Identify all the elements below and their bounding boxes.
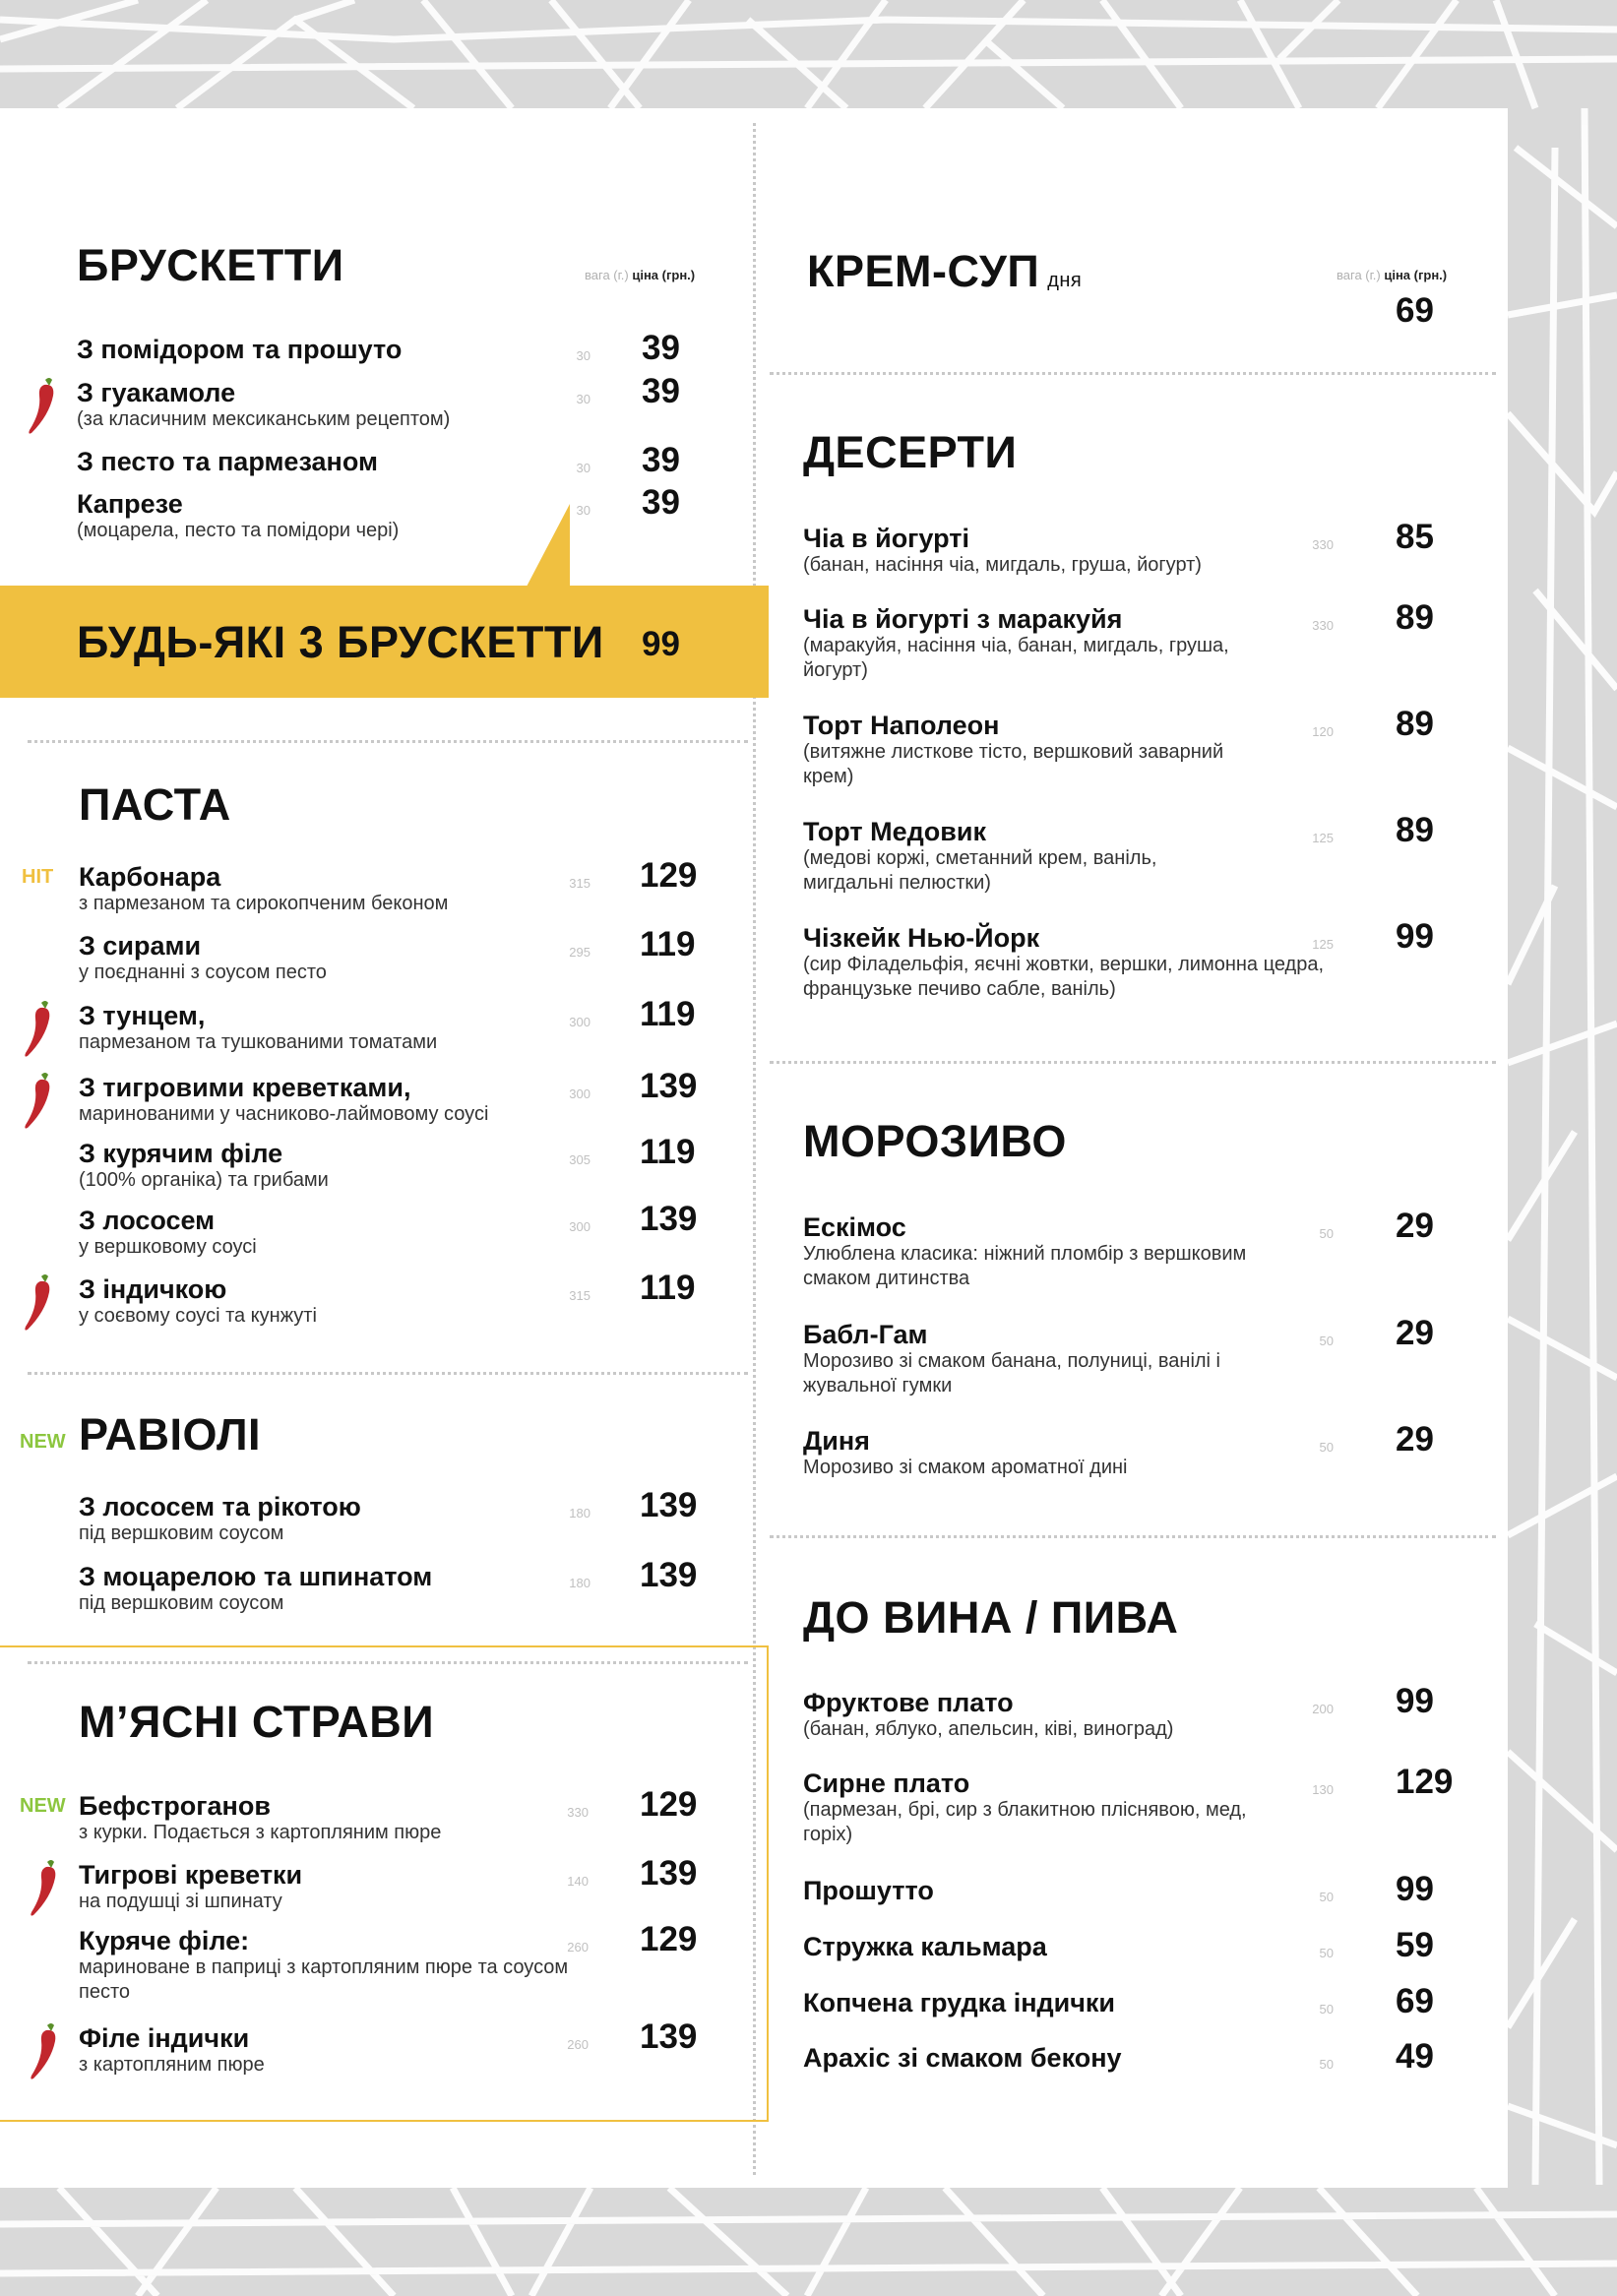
item-name: З сирами bbox=[79, 931, 202, 961]
item-weight: 50 bbox=[1319, 1440, 1334, 1455]
item-description: (за класичним мексиканським рецептом) bbox=[77, 408, 451, 430]
item-weight: 180 bbox=[569, 1576, 591, 1590]
menu-item bbox=[803, 817, 1354, 896]
item-description: (пармезан, брі, сир з блакитною пліснявою, мед, горіх) bbox=[803, 1799, 1247, 1845]
item-description: (моцарела, песто та помідори чері) bbox=[77, 520, 400, 541]
column-header bbox=[585, 268, 695, 282]
menu-item bbox=[77, 489, 628, 543]
soup-title: КРЕМ-СУП bbox=[807, 246, 1040, 296]
item-name: Арахіс зі смаком бекону bbox=[803, 2043, 1122, 2073]
item-name: З моцарелою та шпинатом bbox=[79, 1562, 433, 1591]
item-name: Тигрові креветки bbox=[79, 1860, 303, 1890]
price-header: ціна (грн.) bbox=[632, 268, 696, 282]
item-weight: 125 bbox=[1312, 937, 1334, 952]
item-weight: 50 bbox=[1319, 1890, 1334, 1904]
item-price: 89 bbox=[1396, 705, 1434, 743]
item-weight: 295 bbox=[569, 945, 591, 960]
item-weight: 300 bbox=[569, 1015, 591, 1029]
item-description: (витяжне листкове тісто, вершковий заварний крем) bbox=[803, 741, 1224, 787]
item-name: Куряче філе: bbox=[79, 1926, 250, 1955]
item-name: Філе індички bbox=[79, 2023, 250, 2053]
item-weight: 30 bbox=[576, 392, 591, 406]
item-description: Улюблена класика: ніжний пломбір з вершковим смаком дитинства bbox=[803, 1243, 1247, 1289]
menu-item bbox=[803, 2043, 1354, 2073]
section-title-bruschetta: БРУСКЕТТИ bbox=[77, 240, 344, 290]
item-name: Капрезе bbox=[77, 489, 183, 519]
divider bbox=[28, 1372, 748, 1375]
item-name: Фруктове плато bbox=[803, 1688, 1014, 1717]
item-price: 29 bbox=[1396, 1420, 1434, 1458]
section-title-soup bbox=[807, 246, 1082, 297]
weight-header: вага (г.) bbox=[1337, 268, 1381, 282]
divider bbox=[28, 740, 748, 743]
item-name: Чіа в йогурті з маракуйя bbox=[803, 604, 1123, 634]
item-name: Копчена грудка індички bbox=[803, 1988, 1116, 2017]
item-price: 129 bbox=[640, 1920, 698, 1958]
weight-header: вага (г.) bbox=[585, 268, 629, 282]
item-weight: 260 bbox=[567, 2037, 589, 2052]
item-price: 129 bbox=[640, 856, 698, 895]
item-price: 39 bbox=[642, 372, 680, 410]
chili-pepper-icon bbox=[22, 1272, 55, 1334]
column-header bbox=[1337, 268, 1447, 282]
item-name: З тунцем, bbox=[79, 1001, 206, 1030]
item-description: у соєвому соусі та кунжуті bbox=[79, 1305, 317, 1327]
item-description: з курки. Подається з картопляним пюре bbox=[79, 1822, 442, 1843]
item-description: під вершковим соусом bbox=[79, 1592, 284, 1614]
section-title-desserts: ДЕСЕРТИ bbox=[803, 427, 1018, 477]
price-header: ціна (грн.) bbox=[1384, 268, 1448, 282]
item-price: 59 bbox=[1396, 1926, 1434, 1964]
menu-item bbox=[803, 711, 1354, 789]
menu-item bbox=[803, 923, 1354, 1002]
item-price: 139 bbox=[640, 1200, 698, 1238]
menu-item bbox=[803, 1932, 1354, 1961]
item-description: (медові коржі, сметанний крем, ваніль, мигдальні пелюстки) bbox=[803, 847, 1157, 894]
item-weight: 200 bbox=[1312, 1702, 1334, 1716]
item-weight: 180 bbox=[569, 1506, 591, 1520]
item-description: маринованими у часниково-лаймовому соусі bbox=[79, 1103, 489, 1125]
item-weight: 300 bbox=[569, 1219, 591, 1234]
item-weight: 305 bbox=[569, 1152, 591, 1167]
combo-price: 99 bbox=[642, 625, 680, 663]
item-price: 69 bbox=[1396, 1982, 1434, 2020]
item-weight: 50 bbox=[1319, 2057, 1334, 2072]
item-weight: 50 bbox=[1319, 1334, 1334, 1348]
section-title-ravioli: РАВІОЛІ bbox=[79, 1409, 262, 1459]
item-weight: 140 bbox=[567, 1874, 589, 1889]
item-price: 119 bbox=[640, 995, 696, 1033]
item-name: Торт Медовик bbox=[803, 817, 986, 846]
item-weight: 125 bbox=[1312, 831, 1334, 845]
menu-item bbox=[803, 1988, 1354, 2017]
new-tag: NEW bbox=[20, 1795, 66, 1817]
item-price: 49 bbox=[1396, 2037, 1434, 2076]
chili-pepper-icon bbox=[22, 999, 55, 1060]
item-description: (банан, насіння чіа, мигдаль, груша, йогурт) bbox=[803, 554, 1202, 576]
item-description: (сир Філадельфія, яєчні жовтки, вершки, лимонна цедра, французьке печиво сабле, ваніль) bbox=[803, 954, 1324, 1000]
section-title-pasta: ПАСТА bbox=[79, 779, 231, 830]
section-title-meat: М’ЯСНІ СТРАВИ bbox=[79, 1697, 435, 1747]
item-price: 89 bbox=[1396, 598, 1434, 637]
item-name: З курячим філе bbox=[79, 1139, 283, 1168]
soup-price: 69 bbox=[1396, 291, 1434, 330]
item-description: Морозиво зі смаком ароматної дині bbox=[803, 1457, 1128, 1478]
chili-pepper-icon bbox=[22, 1071, 55, 1132]
item-price: 29 bbox=[1396, 1314, 1434, 1352]
item-description: (100% органіка) та грибами bbox=[79, 1169, 329, 1191]
item-name: Бефстроганов bbox=[79, 1791, 271, 1821]
menu-item bbox=[803, 1426, 1354, 1480]
item-name: Сирне плато bbox=[803, 1769, 970, 1798]
item-weight: 120 bbox=[1312, 724, 1334, 739]
item-price: 129 bbox=[1396, 1763, 1454, 1801]
item-name: Торт Наполеон bbox=[803, 711, 1000, 740]
item-name: З гуакамоле bbox=[77, 378, 236, 407]
item-name: Чіа в йогурті bbox=[803, 524, 969, 553]
item-price: 119 bbox=[640, 1269, 696, 1307]
item-name: З тигровими креветками, bbox=[79, 1073, 411, 1102]
item-weight: 330 bbox=[1312, 537, 1334, 552]
item-description: пармезаном та тушкованими томатами bbox=[79, 1031, 438, 1053]
divider bbox=[770, 1061, 1496, 1064]
item-price: 29 bbox=[1396, 1207, 1434, 1245]
item-name: Чізкейк Нью-Йорк bbox=[803, 923, 1040, 953]
menu-item bbox=[803, 1688, 1354, 1742]
item-weight: 330 bbox=[567, 1805, 589, 1820]
item-weight: 130 bbox=[1312, 1782, 1334, 1797]
menu-item bbox=[77, 447, 628, 476]
item-description: мариноване в паприці з картопляним пюре та соусом песто bbox=[79, 1956, 569, 2003]
item-description: Морозиво зі смаком банана, полуниці, ванілі і жувальної гумки bbox=[803, 1350, 1221, 1396]
chili-pepper-icon bbox=[28, 1858, 61, 1919]
item-description: (банан, яблуко, апельсин, ківі, виноград) bbox=[803, 1718, 1174, 1740]
item-price: 139 bbox=[640, 1854, 698, 1893]
item-price: 39 bbox=[642, 329, 680, 367]
item-price: 139 bbox=[640, 1486, 698, 1524]
item-name: Карбонара bbox=[79, 862, 221, 892]
item-name: Ескімос bbox=[803, 1212, 906, 1242]
item-weight: 30 bbox=[576, 503, 591, 518]
combo-title: БУДЬ-ЯКІ 3 БРУСКЕТТИ bbox=[77, 617, 604, 667]
item-price: 99 bbox=[1396, 1870, 1434, 1908]
item-description: під вершковим соусом bbox=[79, 1522, 284, 1544]
item-name: З помідором та прошуто bbox=[77, 335, 403, 364]
menu-item bbox=[77, 378, 628, 432]
item-price: 129 bbox=[640, 1785, 698, 1824]
item-weight: 50 bbox=[1319, 1946, 1334, 1960]
item-description: з пармезаном та сирокопченим беконом bbox=[79, 893, 449, 914]
item-name: Бабл-Гам bbox=[803, 1320, 928, 1349]
item-price: 85 bbox=[1396, 518, 1434, 556]
item-weight: 50 bbox=[1319, 1226, 1334, 1241]
item-price: 89 bbox=[1396, 811, 1434, 849]
item-price: 119 bbox=[640, 1133, 696, 1171]
item-description: у вершковому соусі bbox=[79, 1236, 257, 1258]
item-price: 139 bbox=[640, 2017, 698, 2056]
divider bbox=[770, 372, 1496, 375]
menu-item bbox=[803, 1212, 1354, 1291]
item-price: 139 bbox=[640, 1067, 698, 1105]
item-description: у поєднанні з соусом песто bbox=[79, 962, 327, 983]
menu-item bbox=[803, 1320, 1354, 1398]
item-description: на подушці зі шпинату bbox=[79, 1891, 282, 1912]
item-weight: 30 bbox=[576, 461, 591, 475]
item-weight: 50 bbox=[1319, 2002, 1334, 2017]
item-weight: 300 bbox=[569, 1086, 591, 1101]
menu-item bbox=[803, 604, 1354, 683]
item-price: 119 bbox=[640, 925, 696, 963]
item-price: 39 bbox=[642, 441, 680, 479]
item-name: Прошутто bbox=[803, 1876, 934, 1905]
item-weight: 330 bbox=[1312, 618, 1334, 633]
chili-pepper-icon bbox=[28, 2021, 61, 2082]
menu-item bbox=[803, 1769, 1354, 1847]
item-name: Диня bbox=[803, 1426, 870, 1456]
section-title-icecream: МОРОЗИВО bbox=[803, 1116, 1067, 1166]
new-tag: NEW bbox=[20, 1431, 66, 1453]
item-price: 139 bbox=[640, 1556, 698, 1594]
menu-item bbox=[79, 1926, 630, 2005]
item-weight: 260 bbox=[567, 1940, 589, 1955]
menu-item bbox=[77, 335, 628, 364]
item-name: З песто та пармезаном bbox=[77, 447, 378, 476]
menu-item bbox=[803, 524, 1354, 578]
item-description: з картопляним пюре bbox=[79, 2054, 265, 2076]
divider bbox=[770, 1535, 1496, 1538]
item-price: 99 bbox=[1396, 917, 1434, 956]
item-name: З лососем та рікотою bbox=[79, 1492, 361, 1521]
section-title-snacks: ДО ВИНА / ПИВА bbox=[803, 1592, 1179, 1643]
hit-tag: HIT bbox=[22, 866, 54, 888]
chili-pepper-icon bbox=[26, 376, 59, 437]
item-price: 99 bbox=[1396, 1682, 1434, 1720]
item-weight: 315 bbox=[569, 876, 591, 891]
item-name: Стружка кальмара bbox=[803, 1932, 1047, 1961]
item-weight: 30 bbox=[576, 348, 591, 363]
menu-item bbox=[803, 1876, 1354, 1905]
item-weight: 315 bbox=[569, 1288, 591, 1303]
item-price: 39 bbox=[642, 483, 680, 522]
item-description: (маракуйя, насіння чіа, банан, мигдаль, груша, йогурт) bbox=[803, 635, 1229, 681]
soup-subtitle: дня bbox=[1047, 270, 1083, 291]
item-name: З індичкою bbox=[79, 1274, 227, 1304]
item-name: З лососем bbox=[79, 1206, 216, 1235]
